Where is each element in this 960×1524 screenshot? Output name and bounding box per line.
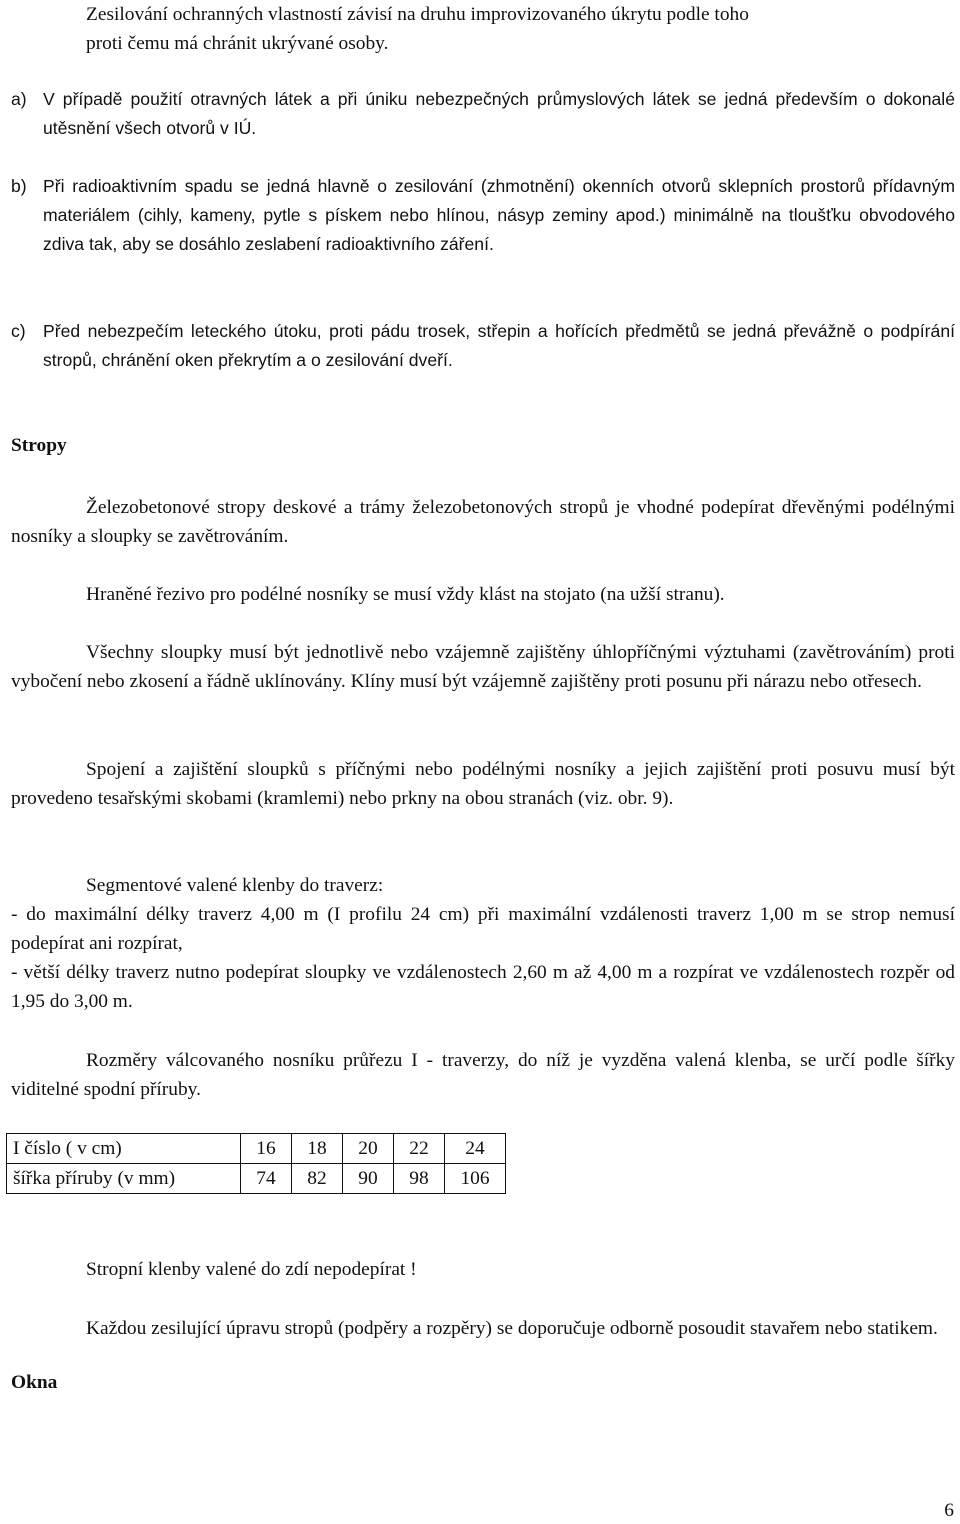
list-item-b	[11, 172, 955, 259]
list-item-c	[11, 317, 955, 375]
stropy-paragraph-1: Železobetonové stropy deskové a trámy železobetonových stropů je vhodné podepírat dřevěnými podélnými nosníky a sloupky se zavětrováním.	[11, 497, 955, 547]
table-cell: 16	[241, 1134, 292, 1164]
table-cell: 90	[343, 1164, 394, 1194]
table-cell: 22	[394, 1134, 445, 1164]
segment-line-2: - větší délky traverz nutno podepírat sloupky ve vzdálenostech 2,60 m až 4,00 m a rozpírat ve vzdálenostech rozpěr od 1,95 do 3,00 m.	[11, 962, 955, 1012]
table-cell: 20	[343, 1134, 394, 1164]
table-row	[7, 1164, 506, 1194]
stropy-paragraph-4: Spojení a zajištění sloupků s příčnými nebo podélnými nosníky a jejich zajištění proti posuvu musí být provedeno tesařskými skobami (kramlemi) nebo prkny na obou stranách (viz. obr. 9).	[11, 759, 955, 809]
segment-heading: Segmentové valené klenby do traverz:	[86, 875, 384, 896]
list-item-c-label: c)	[11, 321, 26, 341]
table-cell: 18	[292, 1134, 343, 1164]
table-row-label: I číslo ( v cm)	[7, 1134, 241, 1164]
list-item-b-text: Při radioaktivním spadu se jedná hlavně o zesilování (zhmotnění) okenních otvorů sklepních prostorů přídavným materiálem (cihly, kameny, pytle s pískem nebo hlínou, násyp zeminy apod.) minimálně na tloušťku obvodového zdiva tak, aby se dosáhlo zeslabení radioaktivního záření.	[43, 176, 955, 254]
table-cell: 106	[445, 1164, 506, 1194]
table-row	[7, 1134, 506, 1164]
flange-width-table	[6, 1133, 506, 1194]
intro-line-2: proti čemu má chránit ukrývané osoby.	[86, 33, 389, 54]
stropy-paragraph-2: Hraněné řezivo pro podélné nosníky se musí vždy klást na stojato (na užší stranu).	[86, 584, 725, 605]
warning-text: Stropní klenby valené do zdí nepodepírat !	[86, 1259, 417, 1280]
heading-stropy: Stropy	[11, 435, 67, 456]
table-cell: 74	[241, 1164, 292, 1194]
list-item-c-text: Před nebezpečím leteckého útoku, proti pádu trosek, střepin a hořících předmětů se jedná převážně o podpírání stropů, chránění oken překrytím a o zesilování dveří.	[43, 321, 955, 370]
list-item-b-label: b)	[11, 176, 27, 196]
table-cell: 82	[292, 1164, 343, 1194]
rozmery-paragraph: Rozměry válcovaného nosníku průřezu I - traverzy, do níž je vyzděna valená klenba, se určí podle šířky viditelné spodní příruby.	[11, 1050, 955, 1100]
table-row-label: šířka příruby (v mm)	[7, 1164, 241, 1194]
table-cell: 98	[394, 1164, 445, 1194]
list-item-a-text: V případě použití otravných látek a při úniku nebezpečných průmyslových látek se jedná především o dokonalé utěsnění všech otvorů v IÚ.	[43, 89, 955, 138]
heading-okna: Okna	[11, 1372, 58, 1393]
posoudit-paragraph: Každou zesilující úpravu stropů (podpěry a rozpěry) se doporučuje odborně posoudit stavařem nebo statikem.	[86, 1318, 938, 1339]
stropy-paragraph-3: Všechny sloupky musí být jednotlivě nebo vzájemně zajištěny úhlopříčnými výztuhami (zavětrováním) proti vybočení nebo zkosení a řádně uklínovány. Klíny musí být vzájemně zajištěny proti posunu při nárazu nebo otřesech.	[11, 642, 955, 692]
list-item-a-label: a)	[11, 89, 27, 109]
intro-line-1: Zesilování ochranných vlastností závisí na druhu improvizovaného úkrytu podle toho	[86, 4, 749, 25]
table-cell: 24	[445, 1134, 506, 1164]
segment-line-1: - do maximální délky traverz 4,00 m (I profilu 24 cm) při maximální vzdálenosti traverz 1,00 m se strop nemusí podepírat ani rozpírat,	[11, 904, 955, 954]
page-number: 6	[944, 1500, 954, 1521]
list-item-a	[11, 85, 955, 143]
